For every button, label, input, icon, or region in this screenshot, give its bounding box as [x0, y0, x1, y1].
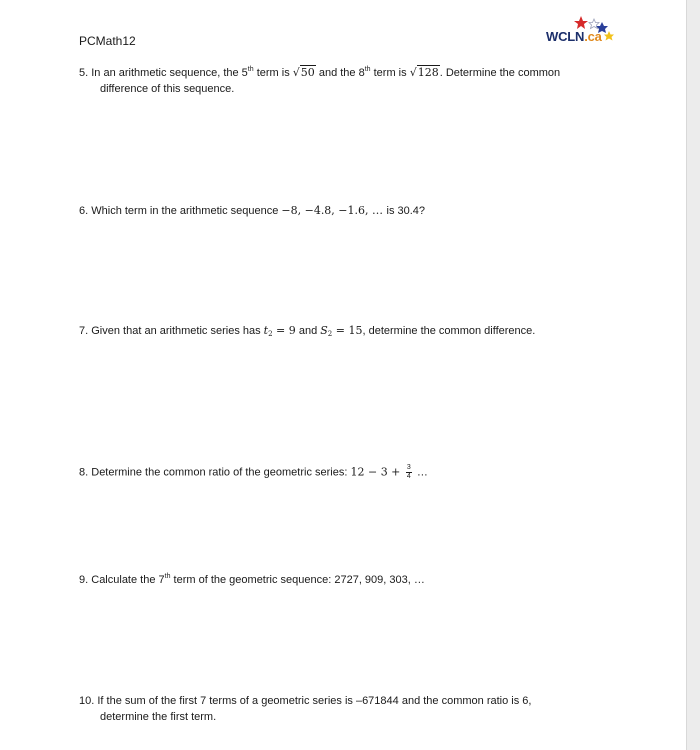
question-text-continued: difference of this sequence. [100, 83, 235, 95]
question-7 [79, 323, 619, 339]
question-text: term is [370, 67, 410, 79]
ordinal-suffix: th [247, 66, 254, 73]
math-expression: 12 − 3 + [350, 465, 404, 479]
wcln-logo [546, 14, 626, 48]
sqrt-expression: √128 [409, 66, 439, 79]
question-text-continued: determine the first term. [100, 711, 217, 723]
question-number: 10. [79, 695, 95, 707]
question-text: term of the geometric sequence: 2727, 909, 303, … [170, 574, 425, 586]
ordinal-suffix: th [164, 573, 171, 580]
fraction: $\frac{3}{4}$ [406, 464, 411, 480]
question-8 [79, 464, 619, 481]
question-text: … [413, 466, 428, 479]
question-text: If the sum of the first 7 terms of a geometric series is –671844 and the common ratio is 6, [97, 695, 532, 707]
logo-wordmark: WCLN [546, 29, 585, 44]
question-text: In an arithmetic sequence, the 5 [91, 67, 248, 79]
question-9 [79, 572, 619, 588]
math-expression: $S_2 = 15$ [320, 324, 363, 338]
question-number: 6. [79, 205, 89, 217]
viewer-scroll-strip[interactable] [687, 0, 700, 750]
question-text: term is [253, 67, 293, 79]
question-text: and [295, 325, 321, 337]
question-text: and the 8 [315, 67, 365, 79]
question-text: Which term in the arithmetic sequence [91, 205, 282, 217]
logo-tld: .ca [584, 29, 602, 44]
question-text: Given that an arithmetic series has [91, 325, 264, 337]
question-6 [79, 203, 619, 219]
question-text: Calculate the 7 [91, 574, 165, 586]
question-number: 8. [79, 466, 89, 479]
question-number: 7. [79, 325, 89, 337]
math-expression: $t_2 = 9$ [263, 324, 296, 338]
math-expression: −8, −4.8, −1.6, … [281, 204, 387, 217]
question-5 [79, 65, 619, 97]
question-text: , determine the common difference. [362, 325, 536, 337]
course-title: PCMath12 [79, 34, 136, 48]
question-number: 9. [79, 574, 89, 586]
ordinal-suffix: th [364, 66, 371, 73]
question-number: 5. [79, 67, 89, 79]
question-10 [79, 693, 639, 725]
question-text: is 30.4? [386, 205, 426, 217]
sqrt-expression: √50 [292, 66, 315, 79]
question-text: Determine the common ratio of the geometric series: [91, 466, 351, 479]
question-text: . Determine the common [439, 67, 561, 79]
